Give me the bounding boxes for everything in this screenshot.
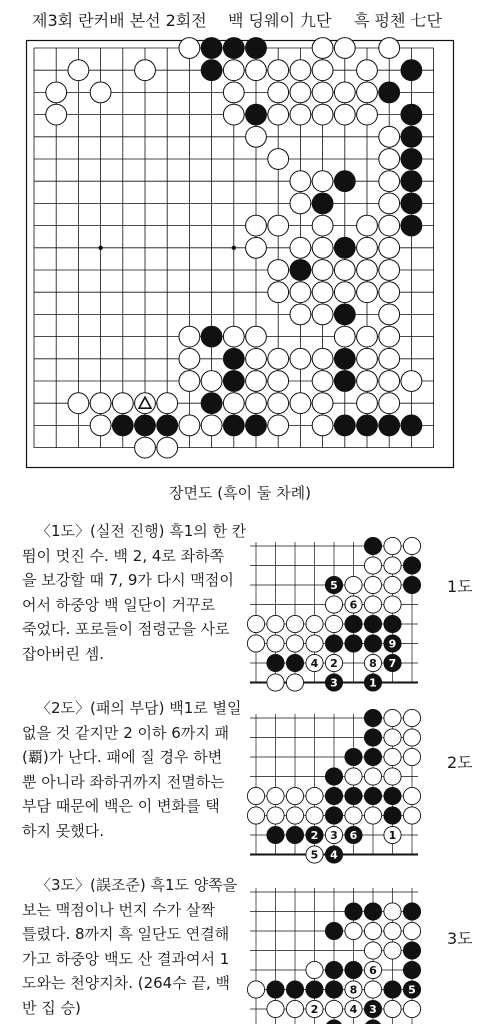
paragraph-3-line: 가고 하중앙 백도 산 결과여서 1	[22, 949, 230, 968]
white-stone	[290, 171, 311, 192]
white-stone	[290, 60, 311, 81]
white-stone	[179, 415, 200, 436]
white-stone	[290, 104, 311, 125]
white-stone	[403, 709, 420, 726]
white-stone	[364, 596, 381, 613]
black-stone	[401, 171, 422, 192]
black-stone	[364, 635, 381, 652]
white-stone	[290, 82, 311, 103]
white-stone	[157, 393, 178, 414]
white-stone	[325, 615, 342, 632]
white-stone	[364, 557, 381, 574]
black-stone	[112, 415, 133, 436]
black-stone	[364, 615, 381, 632]
diagram-3-svg	[250, 888, 436, 1016]
white-stone	[290, 193, 311, 214]
move-number: 3	[330, 829, 338, 842]
white-stone	[90, 415, 111, 436]
white-stone	[286, 615, 303, 632]
white-stone	[334, 260, 355, 281]
move-number: 5	[408, 983, 416, 997]
white-stone	[268, 149, 289, 170]
black-stone	[334, 371, 355, 392]
white-stone	[379, 260, 400, 281]
white-stone	[312, 371, 333, 392]
white-stone	[268, 415, 289, 436]
white-stone	[384, 922, 401, 939]
white-stone	[403, 922, 420, 939]
paragraph-2-line: (覇)가 난다. 패에 질 경우 하변	[22, 748, 223, 766]
white-stone	[364, 942, 381, 959]
black-stone	[403, 942, 420, 959]
white-stone	[306, 615, 323, 632]
black-stone	[401, 60, 422, 81]
white-stone	[290, 393, 311, 414]
black-stone	[401, 193, 422, 214]
white-stone	[312, 348, 333, 369]
white-stone	[46, 104, 67, 125]
white-stone	[290, 282, 311, 303]
paragraph-1-line: 뜀이 멋진 수. 백 2, 4로 좌하쪽	[22, 546, 225, 565]
white-stone	[201, 371, 222, 392]
paragraph-3-line: 보는 맥점이나 번지 수가 살짝	[22, 900, 215, 919]
white-stone	[379, 326, 400, 347]
white-stone	[246, 237, 267, 258]
black-stone	[384, 807, 401, 824]
black-stone	[345, 903, 362, 920]
white-stone	[247, 807, 264, 824]
white-stone	[68, 393, 89, 414]
black-stone	[345, 635, 362, 652]
black-stone	[379, 82, 400, 103]
white-stone	[246, 326, 267, 347]
white-stone	[247, 615, 264, 632]
white-stone	[268, 393, 289, 414]
white-stone	[312, 237, 333, 258]
white-stone	[286, 674, 303, 691]
white-stone	[384, 596, 401, 613]
black-stone	[223, 415, 244, 436]
diagram-3-label: 3도	[447, 929, 473, 948]
black-stone	[334, 415, 355, 436]
move-number: 4	[310, 657, 319, 670]
white-stone	[46, 82, 67, 103]
white-stone	[246, 215, 267, 236]
black-stone	[334, 348, 355, 369]
white-stone	[267, 787, 284, 804]
paragraph-3-line: 흑1도 양쪽을	[150, 876, 238, 894]
move-number: 2	[330, 657, 338, 670]
diagram-1	[250, 542, 436, 690]
white-stone	[357, 104, 378, 125]
white-stone	[290, 348, 311, 369]
diagram-1-label: 1도	[447, 577, 473, 596]
white-stone	[334, 326, 355, 347]
paragraph-3-line: 틀렸다. 8까지 흑 일단도 연결해	[22, 925, 230, 943]
white-stone	[325, 1000, 342, 1017]
black-stone	[267, 826, 284, 843]
move-number: 2	[310, 829, 319, 842]
black-stone	[246, 104, 267, 125]
white-stone	[379, 304, 400, 325]
white-stone	[384, 557, 401, 574]
diagram-3	[250, 888, 436, 1016]
white-stone	[379, 171, 400, 192]
move-number: 3	[330, 676, 338, 690]
white-stone	[286, 787, 303, 804]
white-stone	[223, 104, 244, 125]
white-stone	[364, 807, 381, 824]
white-stone	[223, 60, 244, 81]
paragraph-1	[22, 519, 252, 666]
white-stone	[223, 82, 244, 103]
white-stone	[357, 82, 378, 103]
white-stone	[334, 38, 355, 59]
paragraph-1-line: 죽었다. 포로들이 점령군을 사로	[22, 620, 230, 638]
diagram-2-label: 2도	[447, 753, 473, 772]
move-number: 5	[330, 579, 338, 592]
white-stone	[403, 1000, 420, 1017]
white-stone	[268, 260, 289, 281]
white-stone	[345, 768, 362, 785]
white-stone	[403, 729, 420, 746]
star-point	[232, 246, 236, 250]
black-player: 흑 펑첸 七단	[354, 11, 442, 30]
white-stone	[379, 393, 400, 414]
black-stone	[201, 38, 222, 59]
black-stone	[157, 415, 178, 436]
white-stone	[306, 807, 323, 824]
white-stone	[286, 807, 303, 824]
black-stone	[325, 922, 342, 939]
black-stone	[201, 326, 222, 347]
white-stone	[379, 215, 400, 236]
white-stone	[312, 282, 333, 303]
move-number: 9	[388, 637, 397, 651]
paragraph-2-line: 백1로 별일	[169, 699, 242, 717]
white-stone	[312, 215, 333, 236]
white-stone	[357, 393, 378, 414]
move-number: 6	[349, 829, 358, 842]
white-stone	[384, 709, 401, 726]
paragraph-2-line: 없을 것 같지만 2 이하 6까지 패	[22, 723, 230, 742]
black-stone	[135, 415, 156, 436]
black-stone	[384, 615, 401, 632]
white-stone	[403, 807, 420, 824]
white-stone	[312, 415, 333, 436]
white-stone	[364, 768, 381, 785]
black-stone	[403, 576, 420, 593]
white-stone	[267, 615, 284, 632]
black-stone	[286, 826, 303, 843]
black-stone	[223, 38, 244, 59]
white-stone	[325, 596, 342, 613]
paragraph-2-line: 뿐 아니라 좌하귀까지 전멸하는	[22, 772, 225, 791]
white-stone	[135, 60, 156, 81]
white-stone	[357, 371, 378, 392]
white-stone	[246, 393, 267, 414]
black-stone	[246, 415, 267, 436]
move-number: 2	[310, 1003, 319, 1016]
header	[32, 8, 452, 31]
white-stone	[312, 38, 333, 59]
white-stone	[401, 371, 422, 392]
paragraph-2-line: 하지 못했다.	[22, 821, 104, 840]
paragraph-3-line: 도와는 천양지차. (264수 끝, 백	[22, 974, 230, 992]
white-stone	[403, 537, 420, 554]
black-stone	[223, 371, 244, 392]
move-number: 8	[369, 657, 377, 670]
white-stone	[68, 60, 89, 81]
move-number: 4	[349, 1003, 358, 1016]
black-stone	[401, 126, 422, 147]
diagram-2-svg	[250, 714, 436, 862]
white-stone	[364, 922, 381, 939]
white-stone	[357, 237, 378, 258]
black-stone	[325, 787, 342, 804]
black-stone	[246, 38, 267, 59]
star-point	[98, 246, 102, 250]
white-stone	[247, 981, 264, 998]
black-stone	[384, 981, 401, 998]
black-stone	[357, 415, 378, 436]
white-stone	[267, 635, 284, 652]
black-stone	[364, 537, 381, 554]
paragraph-1-line: 어서 하중앙 백 일단이 거꾸로	[22, 595, 215, 614]
event-title: 제3회 란커배 본선 2회전	[32, 11, 207, 30]
move-number: 1	[388, 829, 397, 842]
white-stone	[268, 82, 289, 103]
white-stone	[357, 326, 378, 347]
white-stone	[364, 981, 381, 998]
white-stone	[290, 237, 311, 258]
paragraph-1-line: 흑1의 한 칸	[169, 522, 247, 540]
black-stone	[334, 304, 355, 325]
black-stone	[286, 981, 303, 998]
move-number: 1	[369, 676, 377, 690]
white-stone	[379, 126, 400, 147]
paragraph-2-title: 〈2도〉(패의 부담)	[36, 699, 165, 717]
black-stone	[345, 748, 362, 765]
white-stone	[384, 729, 401, 746]
main-board	[26, 40, 454, 468]
white-stone	[312, 104, 333, 125]
white-stone	[384, 576, 401, 593]
move-number: 3	[369, 1003, 377, 1016]
white-stone	[312, 60, 333, 81]
black-stone	[403, 961, 420, 978]
white-stone	[223, 393, 244, 414]
paragraph-1-line: 잡아버린 셈.	[22, 644, 104, 663]
black-stone	[403, 903, 420, 920]
move-number: 5	[310, 848, 319, 862]
white-stone	[384, 748, 401, 765]
white-stone	[246, 348, 267, 369]
board-caption: 장면도 (흑이 둘 차례)	[169, 484, 311, 502]
paragraph-3-title: 〈3도〉(誤조준)	[36, 876, 146, 894]
white-stone	[268, 348, 289, 369]
white-stone	[384, 768, 401, 785]
white-stone	[334, 104, 355, 125]
white-stone	[268, 282, 289, 303]
move-number: 6	[349, 598, 358, 612]
black-stone	[403, 557, 420, 574]
white-stone	[179, 348, 200, 369]
paragraph-1-title: 〈1도〉(실전 진행)	[36, 522, 165, 540]
white-stone	[403, 748, 420, 765]
black-stone	[364, 748, 381, 765]
white-stone	[90, 82, 111, 103]
black-stone	[345, 787, 362, 804]
black-stone	[325, 807, 342, 824]
white-stone	[306, 961, 323, 978]
black-stone	[325, 981, 342, 998]
white-stone	[384, 1000, 401, 1017]
black-stone	[334, 171, 355, 192]
white-stone	[268, 371, 289, 392]
black-stone	[401, 215, 422, 236]
white-stone	[357, 60, 378, 81]
white-stone	[384, 942, 401, 959]
black-stone	[364, 787, 381, 804]
black-stone	[290, 260, 311, 281]
white-stone	[268, 215, 289, 236]
move-number: 7	[388, 657, 397, 670]
black-stone	[364, 903, 381, 920]
white-stone	[112, 393, 133, 414]
white-stone	[179, 38, 200, 59]
white-stone	[247, 635, 264, 652]
black-stone	[401, 104, 422, 125]
paragraph-3-line: 반 집 승)	[22, 998, 81, 1017]
black-stone	[306, 981, 323, 998]
white-stone	[379, 237, 400, 258]
white-stone	[357, 260, 378, 281]
move-number: 6	[369, 964, 377, 977]
white-stone	[246, 60, 267, 81]
black-stone	[345, 615, 362, 632]
white-stone	[345, 576, 362, 593]
white-stone	[90, 393, 111, 414]
black-stone	[379, 415, 400, 436]
white-stone	[312, 260, 333, 281]
white-stone	[157, 437, 178, 458]
white-stone	[179, 371, 200, 392]
black-stone	[267, 981, 284, 998]
black-stone	[223, 348, 244, 369]
white-stone	[246, 126, 267, 147]
diagram-1-svg	[250, 542, 436, 690]
white-stone	[384, 903, 401, 920]
white-player: 백 딩웨이 九단	[228, 11, 332, 30]
white-stone	[135, 437, 156, 458]
black-stone	[325, 961, 342, 978]
white-stone	[267, 807, 284, 824]
white-stone	[312, 82, 333, 103]
white-stone	[267, 674, 284, 691]
paragraph-3	[22, 873, 252, 1020]
white-stone	[379, 38, 400, 59]
white-stone	[306, 635, 323, 652]
white-stone	[290, 304, 311, 325]
white-stone	[345, 807, 362, 824]
white-stone	[379, 371, 400, 392]
black-stone	[364, 729, 381, 746]
paragraph-1-line: 을 보강할 때 7, 9가 다시 맥점이	[22, 571, 234, 589]
white-stone	[379, 193, 400, 214]
move-number: 8	[349, 983, 358, 997]
white-stone	[357, 215, 378, 236]
white-stone	[312, 393, 333, 414]
black-stone	[364, 709, 381, 726]
move-number: 4	[330, 848, 338, 862]
black-stone	[401, 415, 422, 436]
white-stone	[379, 348, 400, 369]
white-stone	[286, 635, 303, 652]
black-stone	[286, 654, 303, 671]
white-stone	[357, 282, 378, 303]
white-stone	[179, 326, 200, 347]
white-stone	[267, 1000, 284, 1017]
white-stone	[268, 60, 289, 81]
black-stone	[345, 961, 362, 978]
white-stone	[384, 537, 401, 554]
white-stone	[306, 787, 323, 804]
white-stone	[364, 576, 381, 593]
black-stone	[401, 149, 422, 170]
white-stone	[357, 348, 378, 369]
black-stone	[334, 237, 355, 258]
black-stone	[201, 393, 222, 414]
white-stone	[223, 326, 244, 347]
white-stone	[268, 104, 289, 125]
white-stone	[246, 371, 267, 392]
black-stone	[384, 787, 401, 804]
black-stone	[267, 654, 284, 671]
white-stone	[312, 304, 333, 325]
white-stone	[247, 787, 264, 804]
black-stone	[325, 768, 342, 785]
white-stone	[334, 282, 355, 303]
black-stone	[201, 60, 222, 81]
paragraph-2-line: 부담 때문에 백은 이 변화를 택	[22, 797, 220, 815]
white-stone	[334, 82, 355, 103]
white-stone	[379, 149, 400, 170]
white-stone	[286, 1000, 303, 1017]
white-stone	[201, 415, 222, 436]
diagram-2	[250, 714, 436, 862]
black-stone	[312, 193, 333, 214]
white-stone	[403, 787, 420, 804]
white-stone	[312, 171, 333, 192]
black-stone	[325, 635, 342, 652]
white-stone	[379, 282, 400, 303]
white-stone	[345, 922, 362, 939]
main-board-svg	[26, 40, 454, 468]
paragraph-2	[22, 696, 252, 843]
